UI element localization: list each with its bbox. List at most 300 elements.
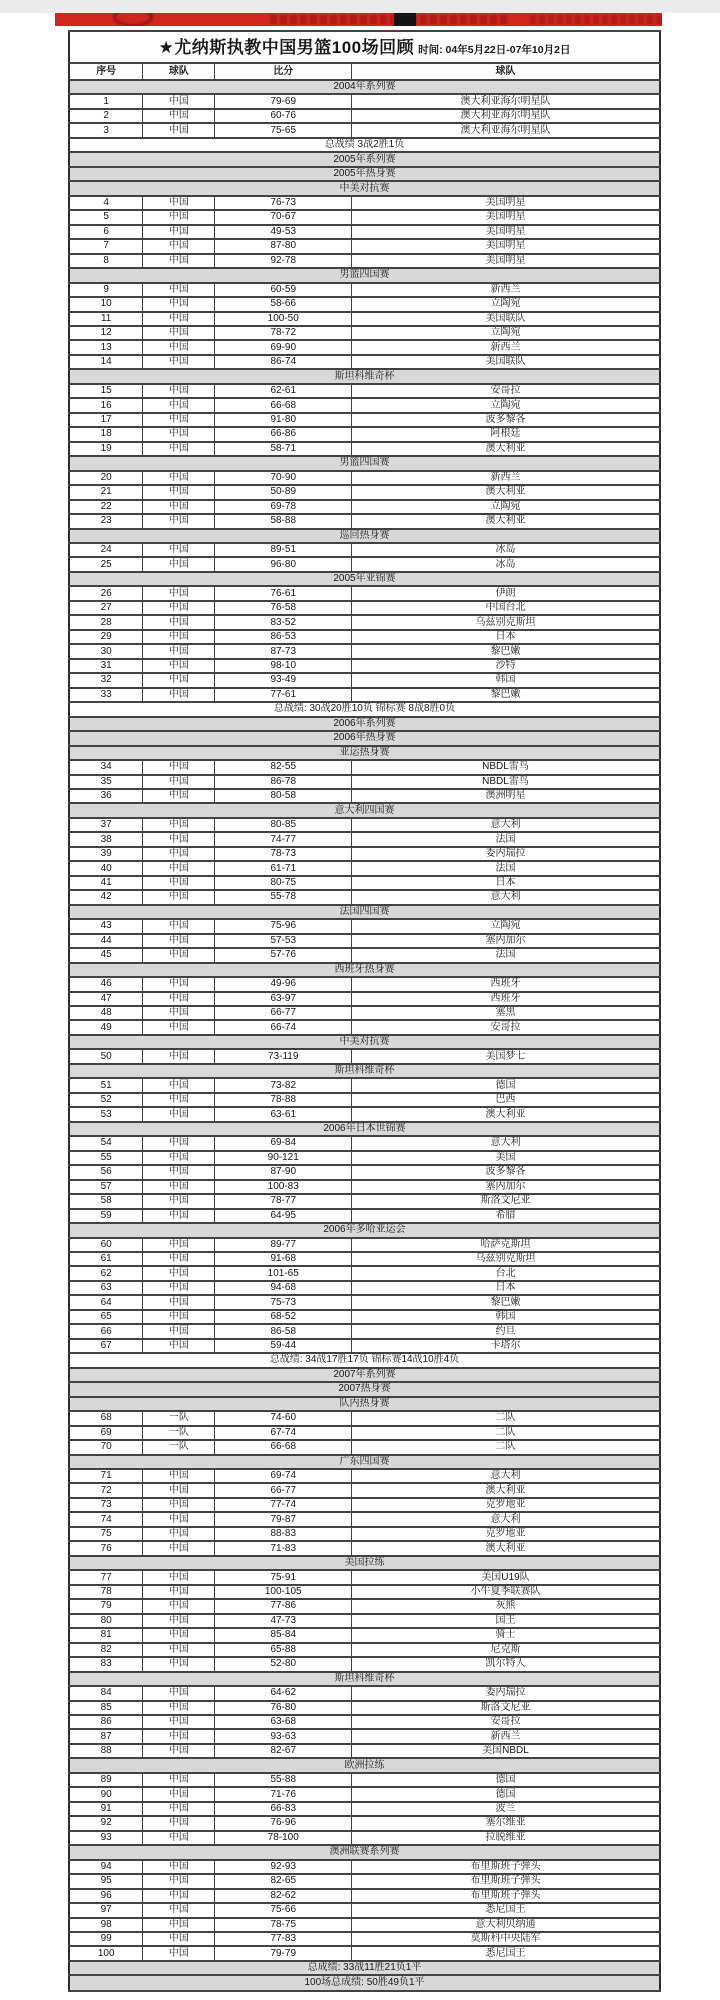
- section-label: 澳洲联赛系列赛: [69, 1845, 660, 1859]
- table-row: [69, 239, 660, 253]
- table-row: [69, 485, 660, 499]
- cell-team: 中国: [143, 1860, 215, 1874]
- cell-index: 29: [69, 630, 143, 644]
- cell-score: 83-52: [215, 615, 352, 629]
- cell-opponent: 委内瑞拉: [351, 847, 660, 861]
- cell-index: 22: [69, 500, 143, 514]
- table-row: [69, 1238, 660, 1252]
- section-label: 2007热身赛: [69, 1382, 660, 1396]
- section-row: [69, 268, 660, 282]
- column-header-row: [69, 63, 660, 80]
- cell-score: 58-71: [215, 442, 352, 456]
- cell-score: 61-71: [215, 861, 352, 875]
- cell-index: 89: [69, 1773, 143, 1787]
- cell-score: 73-82: [215, 1078, 352, 1092]
- table-row: [69, 1715, 660, 1729]
- cell-index: 78: [69, 1585, 143, 1599]
- page-top-margin: [0, 0, 720, 13]
- cell-score: 75-91: [215, 1570, 352, 1584]
- cell-index: 20: [69, 471, 143, 485]
- cell-score: 57-76: [215, 948, 352, 962]
- cell-team: 中国: [143, 543, 215, 557]
- table-row: [69, 94, 660, 108]
- table-row: [69, 818, 660, 832]
- cell-index: 91: [69, 1802, 143, 1816]
- cell-team: 中国: [143, 1107, 215, 1121]
- cell-score: 67-74: [215, 1426, 352, 1440]
- cell-score: 74-60: [215, 1411, 352, 1425]
- cell-opponent: 布里斯班子弹头: [351, 1860, 660, 1874]
- cell-score: 69-74: [215, 1469, 352, 1483]
- cell-team: 中国: [143, 1657, 215, 1671]
- table-row: [69, 977, 660, 991]
- cell-team: 中国: [143, 254, 215, 268]
- table-row: [69, 1657, 660, 1671]
- cell-opponent: 中国台北: [351, 601, 660, 615]
- cell-index: 34: [69, 760, 143, 774]
- cell-score: 77-74: [215, 1498, 352, 1512]
- section-row: [69, 1758, 660, 1772]
- cell-score: 96-80: [215, 557, 352, 571]
- cell-opponent: 莫斯科中央陆军: [351, 1932, 660, 1946]
- cell-index: 54: [69, 1136, 143, 1150]
- cell-opponent: 新西兰: [351, 1729, 660, 1743]
- cell-index: 96: [69, 1889, 143, 1903]
- section-label: 斯坦科维奇杯: [69, 1672, 660, 1686]
- cell-score: 87-73: [215, 644, 352, 658]
- cell-opponent: 安哥拉: [351, 1715, 660, 1729]
- table-row: [69, 673, 660, 687]
- section-row: [69, 181, 660, 195]
- cell-team: 中国: [143, 1165, 215, 1179]
- cell-opponent: 德国: [351, 1787, 660, 1801]
- cell-team: 中国: [143, 1266, 215, 1280]
- cell-team: 中国: [143, 673, 215, 687]
- table-row: [69, 1918, 660, 1932]
- cell-index: 49: [69, 1020, 143, 1034]
- cell-team: 中国: [143, 1614, 215, 1628]
- section-row: [69, 1122, 660, 1136]
- cell-score: 79-87: [215, 1512, 352, 1526]
- cell-index: 71: [69, 1469, 143, 1483]
- cell-opponent: 立陶宛: [351, 500, 660, 514]
- cell-score: 86-74: [215, 355, 352, 369]
- table-row: [69, 1281, 660, 1295]
- section-label: 巡回热身赛: [69, 529, 660, 543]
- cell-score: 88-83: [215, 1527, 352, 1541]
- cell-index: 93: [69, 1831, 143, 1845]
- cell-index: 40: [69, 861, 143, 875]
- cell-team: 中国: [143, 1049, 215, 1063]
- cell-opponent: 乌兹别克斯坦: [351, 1252, 660, 1266]
- cell-index: 76: [69, 1541, 143, 1555]
- cell-score: 82-65: [215, 1874, 352, 1888]
- cell-index: 41: [69, 876, 143, 890]
- cell-index: 50: [69, 1049, 143, 1063]
- cell-score: 85-84: [215, 1628, 352, 1642]
- table-row: [69, 1643, 660, 1657]
- cell-opponent: 拉脱维亚: [351, 1831, 660, 1845]
- cell-opponent: 黎巴嫩: [351, 1295, 660, 1309]
- cell-team: 中国: [143, 1874, 215, 1888]
- table-row: [69, 1006, 660, 1020]
- table-row: [69, 1252, 660, 1266]
- cell-score: 78-88: [215, 1093, 352, 1107]
- cell-opponent: 安哥拉: [351, 1020, 660, 1034]
- cell-score: 87-80: [215, 239, 352, 253]
- cell-opponent: 塞内加尔: [351, 934, 660, 948]
- cell-index: 52: [69, 1093, 143, 1107]
- cell-index: 68: [69, 1411, 143, 1425]
- cell-score: 93-63: [215, 1729, 352, 1743]
- cell-score: 59-44: [215, 1339, 352, 1353]
- cell-index: 27: [69, 601, 143, 615]
- cell-score: 75-66: [215, 1903, 352, 1917]
- cell-index: 3: [69, 123, 143, 137]
- cell-team: 中国: [143, 1946, 215, 1960]
- cell-score: 55-88: [215, 1773, 352, 1787]
- cell-team: 中国: [143, 1020, 215, 1034]
- banner-black-box: [394, 13, 416, 26]
- cell-team: 中国: [143, 1324, 215, 1338]
- cell-opponent: 沙特: [351, 659, 660, 673]
- cell-team: 中国: [143, 1180, 215, 1194]
- cell-opponent: 委内瑞拉: [351, 1686, 660, 1700]
- cell-team: 中国: [143, 1715, 215, 1729]
- cell-score: 69-90: [215, 340, 352, 354]
- table-row: [69, 601, 660, 615]
- cell-score: 70-67: [215, 210, 352, 224]
- table-row: [69, 1049, 660, 1063]
- cell-score: 87-90: [215, 1165, 352, 1179]
- cell-index: 100: [69, 1946, 143, 1960]
- cell-opponent: 二队: [351, 1440, 660, 1454]
- title-row: [69, 31, 660, 63]
- table-row: [69, 1209, 660, 1223]
- table-row: [69, 948, 660, 962]
- cell-team: 中国: [143, 847, 215, 861]
- cell-index: 10: [69, 297, 143, 311]
- cell-opponent: 黎巴嫩: [351, 688, 660, 702]
- cell-opponent: 西班牙: [351, 977, 660, 991]
- cell-score: 58-88: [215, 514, 352, 528]
- cell-score: 63-61: [215, 1107, 352, 1121]
- cell-index: 63: [69, 1281, 143, 1295]
- cell-team: 中国: [143, 283, 215, 297]
- cell-team: 中国: [143, 1527, 215, 1541]
- cell-score: 58-66: [215, 297, 352, 311]
- cell-team: 中国: [143, 326, 215, 340]
- cell-opponent: 新西兰: [351, 340, 660, 354]
- section-row: [69, 167, 660, 181]
- cell-score: 66-68: [215, 1440, 352, 1454]
- cell-score: 101-65: [215, 1266, 352, 1280]
- cell-team: 中国: [143, 1295, 215, 1309]
- section-row: [69, 1672, 660, 1686]
- table-row: [69, 1426, 660, 1440]
- cell-opponent: 小牛夏季联赛队: [351, 1585, 660, 1599]
- table-row: [69, 644, 660, 658]
- cell-opponent: 骑士: [351, 1628, 660, 1642]
- cell-opponent: 阿根廷: [351, 427, 660, 441]
- cell-team: 中国: [143, 196, 215, 210]
- cell-team: 中国: [143, 630, 215, 644]
- table-row: [69, 1585, 660, 1599]
- cell-index: 33: [69, 688, 143, 702]
- table-row: [69, 1527, 660, 1541]
- section-label: 意大利四国赛: [69, 803, 660, 817]
- cell-team: 中国: [143, 109, 215, 123]
- cell-opponent: 美国联队: [351, 312, 660, 326]
- column-header-opponent: 球队: [351, 63, 660, 80]
- table-row: [69, 1324, 660, 1338]
- cell-score: 80-58: [215, 789, 352, 803]
- cell-score: 55-78: [215, 890, 352, 904]
- cell-team: 中国: [143, 1310, 215, 1324]
- cell-opponent: 布里斯班子弹头: [351, 1874, 660, 1888]
- table-row: [69, 1701, 660, 1715]
- cell-team: 中国: [143, 789, 215, 803]
- cell-index: 77: [69, 1570, 143, 1584]
- cell-score: 75-73: [215, 1295, 352, 1309]
- cell-index: 1: [69, 94, 143, 108]
- cell-score: 89-51: [215, 543, 352, 557]
- cell-team: 中国: [143, 312, 215, 326]
- cell-index: 73: [69, 1498, 143, 1512]
- cell-score: 50-89: [215, 485, 352, 499]
- cell-index: 14: [69, 355, 143, 369]
- cell-score: 91-68: [215, 1252, 352, 1266]
- table-row: [69, 471, 660, 485]
- section-row: [69, 963, 660, 977]
- table-row: [69, 688, 660, 702]
- cell-index: 53: [69, 1107, 143, 1121]
- cell-index: 61: [69, 1252, 143, 1266]
- cell-index: 38: [69, 832, 143, 846]
- cell-index: 35: [69, 775, 143, 789]
- summary-row: [69, 702, 660, 716]
- table-row: [69, 1744, 660, 1758]
- section-label: 男篮四国赛: [69, 268, 660, 282]
- table-row: [69, 413, 660, 427]
- table-row: [69, 992, 660, 1006]
- cell-score: 77-83: [215, 1932, 352, 1946]
- cell-team: 中国: [143, 1006, 215, 1020]
- table-row: [69, 1932, 660, 1946]
- cell-opponent: NBDL雷鸟: [351, 760, 660, 774]
- cell-opponent: 美国联队: [351, 355, 660, 369]
- cell-index: 81: [69, 1628, 143, 1642]
- cell-opponent: 意大利: [351, 1136, 660, 1150]
- cell-score: 86-58: [215, 1324, 352, 1338]
- cell-opponent: 克罗地亚: [351, 1527, 660, 1541]
- section-label: 2007年系列赛: [69, 1368, 660, 1382]
- cell-opponent: 意大利: [351, 818, 660, 832]
- table-row: [69, 1889, 660, 1903]
- cell-team: 中国: [143, 210, 215, 224]
- cell-team: 中国: [143, 94, 215, 108]
- cell-team: 中国: [143, 760, 215, 774]
- table-row: [69, 1295, 660, 1309]
- cell-team: 中国: [143, 861, 215, 875]
- cell-opponent: 美国明星: [351, 239, 660, 253]
- cell-team: 中国: [143, 1889, 215, 1903]
- summary-row: [69, 1961, 660, 1975]
- cell-opponent: 布里斯班子弹头: [351, 1889, 660, 1903]
- cell-score: 86-53: [215, 630, 352, 644]
- table-row: [69, 789, 660, 803]
- column-header-score: 比分: [215, 63, 352, 80]
- table-row: [69, 861, 660, 875]
- table-row: [69, 934, 660, 948]
- cell-team: 中国: [143, 1744, 215, 1758]
- cell-opponent: 美国明星: [351, 210, 660, 224]
- section-label: 2005年亚锦赛: [69, 572, 660, 586]
- cell-index: 25: [69, 557, 143, 571]
- table-row: [69, 297, 660, 311]
- cell-index: 24: [69, 543, 143, 557]
- section-row: [69, 572, 660, 586]
- table-row: [69, 775, 660, 789]
- cell-opponent: 立陶宛: [351, 398, 660, 412]
- cell-score: 66-86: [215, 427, 352, 441]
- cell-team: 中国: [143, 427, 215, 441]
- cell-team: 中国: [143, 1238, 215, 1252]
- cell-index: 99: [69, 1932, 143, 1946]
- table-row: [69, 1816, 660, 1830]
- cell-index: 37: [69, 818, 143, 832]
- table-row: [69, 1831, 660, 1845]
- cell-index: 83: [69, 1657, 143, 1671]
- cell-score: 75-96: [215, 919, 352, 933]
- cell-team: 中国: [143, 890, 215, 904]
- cell-opponent: 法国: [351, 861, 660, 875]
- cell-index: 95: [69, 1874, 143, 1888]
- cell-score: 91-80: [215, 413, 352, 427]
- cell-index: 44: [69, 934, 143, 948]
- cell-team: 中国: [143, 1816, 215, 1830]
- cell-opponent: 哈萨克斯坦: [351, 1238, 660, 1252]
- cell-score: 78-73: [215, 847, 352, 861]
- cell-team: 中国: [143, 413, 215, 427]
- table-row: [69, 659, 660, 673]
- cell-index: 11: [69, 312, 143, 326]
- cell-team: 中国: [143, 1903, 215, 1917]
- cell-opponent: 卡塔尔: [351, 1339, 660, 1353]
- cell-score: 90-121: [215, 1151, 352, 1165]
- section-label: 亚运热身赛: [69, 746, 660, 760]
- cell-opponent: 灰熊: [351, 1599, 660, 1613]
- cell-score: 49-53: [215, 225, 352, 239]
- cell-team: 中国: [143, 340, 215, 354]
- cell-team: 中国: [143, 557, 215, 571]
- cell-index: 85: [69, 1701, 143, 1715]
- banner-logo-fragment: [113, 13, 153, 26]
- section-row: [69, 731, 660, 745]
- table-row: [69, 1599, 660, 1613]
- cell-opponent: 斯洛文尼亚: [351, 1701, 660, 1715]
- table-row: [69, 1874, 660, 1888]
- cell-index: 60: [69, 1238, 143, 1252]
- section-label: 总战绩: 34战17胜17负 锦标赛14战10胜4负: [69, 1353, 660, 1367]
- cell-opponent: 二队: [351, 1411, 660, 1425]
- cell-score: 65-88: [215, 1643, 352, 1657]
- cell-opponent: 克罗地亚: [351, 1498, 660, 1512]
- cell-score: 70-90: [215, 471, 352, 485]
- section-label: 2005年系列赛: [69, 152, 660, 166]
- table-row: [69, 1729, 660, 1743]
- section-label: 法国四国赛: [69, 905, 660, 919]
- cell-index: 69: [69, 1426, 143, 1440]
- cell-score: 63-68: [215, 1715, 352, 1729]
- cell-team: 中国: [143, 1773, 215, 1787]
- cell-opponent: 黎巴嫩: [351, 644, 660, 658]
- table-row: [69, 847, 660, 861]
- cell-opponent: 约旦: [351, 1324, 660, 1338]
- games-table-body: [69, 31, 660, 1991]
- cell-index: 90: [69, 1787, 143, 1801]
- cell-score: 77-61: [215, 688, 352, 702]
- table-row: [69, 283, 660, 297]
- cell-score: 98-10: [215, 659, 352, 673]
- cell-opponent: 美国明星: [351, 225, 660, 239]
- cell-team: 中国: [143, 1252, 215, 1266]
- cell-index: 75: [69, 1527, 143, 1541]
- cell-score: 64-62: [215, 1686, 352, 1700]
- cell-index: 48: [69, 1006, 143, 1020]
- cell-index: 12: [69, 326, 143, 340]
- cell-score: 68-52: [215, 1310, 352, 1324]
- cell-team: 中国: [143, 1831, 215, 1845]
- cell-team: 中国: [143, 1209, 215, 1223]
- table-row: [69, 1180, 660, 1194]
- cell-team: 中国: [143, 615, 215, 629]
- summary-row: [69, 1353, 660, 1367]
- cell-index: 2: [69, 109, 143, 123]
- cell-score: 57-53: [215, 934, 352, 948]
- cell-score: 89-77: [215, 1238, 352, 1252]
- cell-team: 中国: [143, 1093, 215, 1107]
- cell-opponent: 意大利: [351, 1469, 660, 1483]
- section-row: [69, 1064, 660, 1078]
- cell-index: 66: [69, 1324, 143, 1338]
- section-row: [69, 1382, 660, 1396]
- cell-index: 21: [69, 485, 143, 499]
- cell-team: 一队: [143, 1411, 215, 1425]
- cell-index: 87: [69, 1729, 143, 1743]
- table-row: [69, 1498, 660, 1512]
- site-banner: [55, 13, 662, 26]
- table-row: [69, 1440, 660, 1454]
- cell-team: 中国: [143, 384, 215, 398]
- section-label: 男篮四国赛: [69, 456, 660, 470]
- cell-opponent: 澳大利亚: [351, 485, 660, 499]
- table-row: [69, 196, 660, 210]
- cell-team: 中国: [143, 297, 215, 311]
- cell-index: 57: [69, 1180, 143, 1194]
- cell-team: 中国: [143, 239, 215, 253]
- cell-score: 60-76: [215, 109, 352, 123]
- cell-index: 30: [69, 644, 143, 658]
- cell-team: 中国: [143, 992, 215, 1006]
- cell-opponent: 澳洲明星: [351, 789, 660, 803]
- cell-team: 中国: [143, 1570, 215, 1584]
- cell-opponent: 美国梦七: [351, 1049, 660, 1063]
- cell-score: 69-78: [215, 500, 352, 514]
- table-row: [69, 1787, 660, 1801]
- table-row: [69, 1266, 660, 1280]
- cell-index: 15: [69, 384, 143, 398]
